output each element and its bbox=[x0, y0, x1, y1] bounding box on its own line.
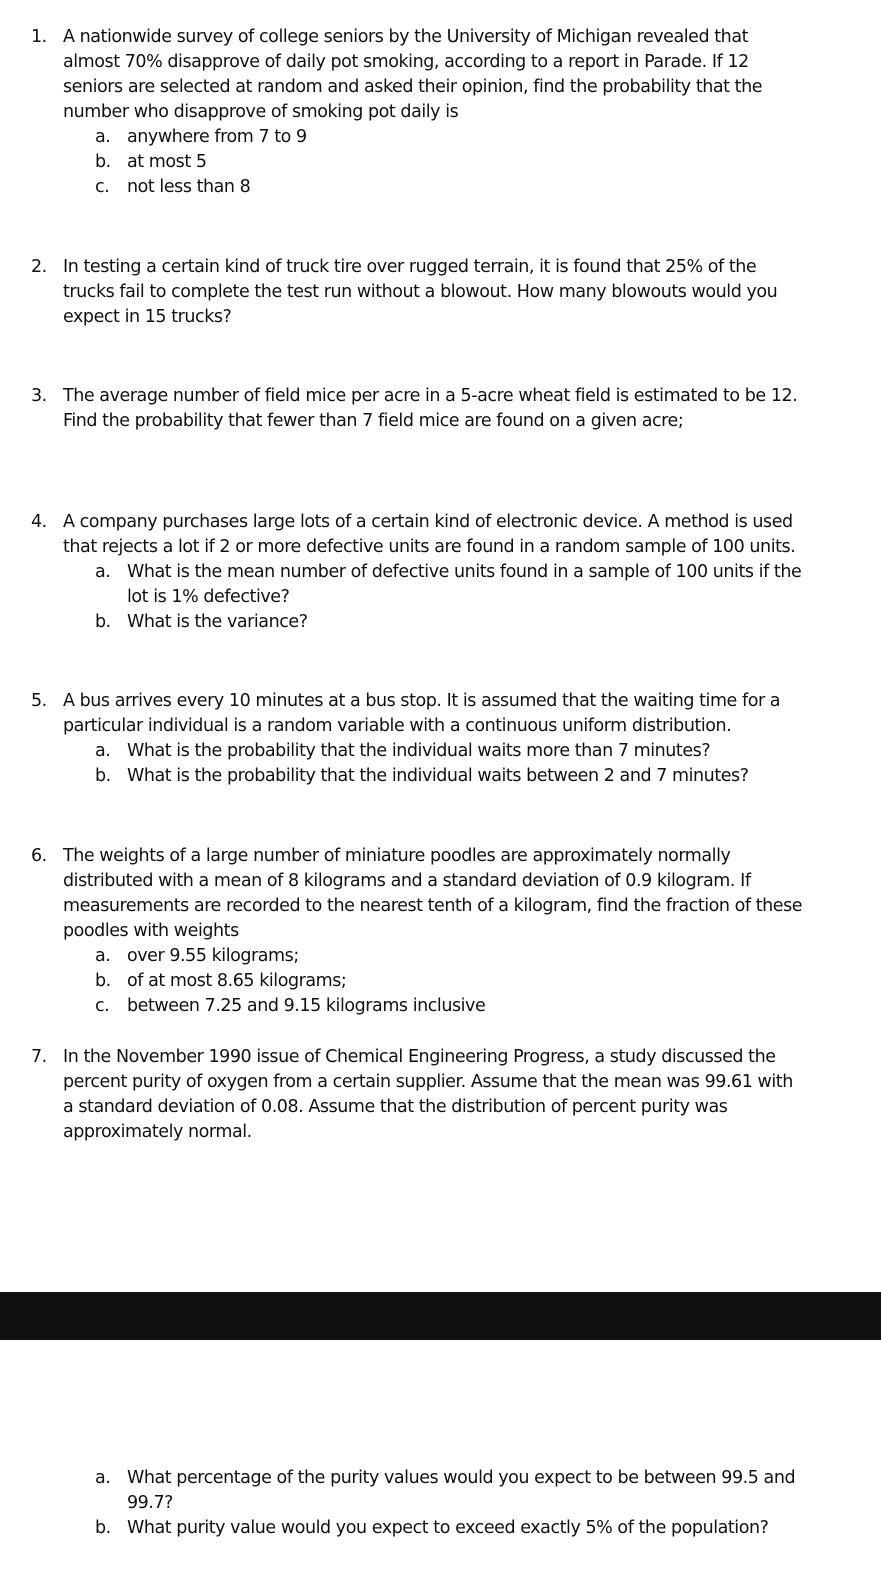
question-7 bbox=[0, 1045, 881, 1145]
sub-text: over 9.55 kilograms; bbox=[127, 946, 299, 966]
question-text-line: A nationwide survey of college seniors by the University of Michigan revealed that bbox=[63, 27, 749, 47]
question-text-line: A company purchases large lots of a certain kind of electronic device. A method is used bbox=[63, 512, 793, 532]
sub-letter: b. bbox=[95, 152, 111, 172]
sub-question-7b bbox=[0, 1516, 881, 1541]
sub-question-4b bbox=[0, 610, 881, 635]
question-3 bbox=[0, 384, 881, 434]
question-text-line: In testing a certain kind of truck tire over rugged terrain, it is found that 25% of the bbox=[63, 257, 757, 277]
question-4 bbox=[0, 510, 881, 635]
question-text-line: that rejects a lot if 2 or more defective units are found in a random sample of 100 units. bbox=[63, 537, 796, 557]
sub-letter: b. bbox=[95, 971, 111, 991]
question-text-line: expect in 15 trucks? bbox=[63, 307, 232, 327]
sub-text: What purity value would you expect to exceed exactly 5% of the population? bbox=[127, 1518, 769, 1538]
sub-letter: b. bbox=[95, 612, 111, 632]
question-text-line: percent purity of oxygen from a certain supplier. Assume that the mean was 99.61 with bbox=[63, 1072, 793, 1092]
question-text-line: A bus arrives every 10 minutes at a bus stop. It is assumed that the waiting time for a bbox=[63, 691, 781, 711]
sub-question-1a bbox=[0, 125, 881, 150]
question-number: 1. bbox=[31, 27, 47, 47]
question-7-continuation bbox=[0, 1466, 881, 1541]
sub-question-7a bbox=[0, 1466, 881, 1491]
question-6 bbox=[0, 844, 881, 1019]
question-text-line: almost 70% disapprove of daily pot smoking, according to a report in Parade. If 12 bbox=[63, 52, 749, 72]
sub-letter: b. bbox=[95, 766, 111, 786]
question-number: 6. bbox=[31, 846, 47, 866]
sub-text: anywhere from 7 to 9 bbox=[127, 127, 307, 147]
sub-letter: a. bbox=[95, 127, 111, 147]
question-text-line: measurements are recorded to the nearest tenth of a kilogram, find the fraction of these bbox=[63, 896, 803, 916]
sub-text: What is the probability that the individual waits between 2 and 7 minutes? bbox=[127, 766, 749, 786]
question-text-line: a standard deviation of 0.08. Assume that the distribution of percent purity was bbox=[63, 1097, 728, 1117]
sub-question-5b bbox=[0, 764, 881, 789]
question-text-line: approximately normal. bbox=[63, 1122, 252, 1142]
question-text-line: poodles with weights bbox=[63, 921, 239, 941]
sub-text: 99.7? bbox=[127, 1493, 174, 1513]
sub-text: What is the probability that the individual waits more than 7 minutes? bbox=[127, 741, 711, 761]
question-text-line: The average number of field mice per acre in a 5-acre wheat field is estimated to be 12. bbox=[63, 386, 798, 406]
sub-text: not less than 8 bbox=[127, 177, 251, 197]
sub-question-6b bbox=[0, 969, 881, 994]
question-5 bbox=[0, 689, 881, 789]
question-number: 5. bbox=[31, 691, 47, 711]
sub-text: What is the mean number of defective units found in a sample of 100 units if the bbox=[127, 562, 802, 582]
question-1 bbox=[0, 25, 881, 200]
question-number: 4. bbox=[31, 512, 47, 532]
sub-question-6c bbox=[0, 994, 881, 1019]
sub-letter: a. bbox=[95, 1468, 111, 1488]
question-text-line: In the November 1990 issue of Chemical Engineering Progress, a study discussed the bbox=[63, 1047, 776, 1067]
page-break-bar bbox=[0, 1292, 881, 1340]
question-text-line: seniors are selected at random and asked their opinion, find the probability that the bbox=[63, 77, 763, 97]
question-number: 2. bbox=[31, 257, 47, 277]
sub-letter: b. bbox=[95, 1518, 111, 1538]
sub-letter: c. bbox=[95, 996, 110, 1016]
question-text-line: particular individual is a random variable with a continuous uniform distribution. bbox=[63, 716, 732, 736]
question-number: 3. bbox=[31, 386, 47, 406]
question-text-line: trucks fail to complete the test run without a blowout. How many blowouts would you bbox=[63, 282, 778, 302]
sub-question-5a bbox=[0, 739, 881, 764]
sub-question-6a bbox=[0, 944, 881, 969]
sub-text: between 7.25 and 9.15 kilograms inclusive bbox=[127, 996, 486, 1016]
sub-letter: a. bbox=[95, 946, 111, 966]
question-text-line: number who disapprove of smoking pot daily is bbox=[63, 102, 459, 122]
sub-question-1c bbox=[0, 175, 881, 200]
sub-text: lot is 1% defective? bbox=[127, 587, 290, 607]
sub-text: of at most 8.65 kilograms; bbox=[127, 971, 347, 991]
sub-letter: a. bbox=[95, 562, 111, 582]
sub-text: What percentage of the purity values would you expect to be between 99.5 and bbox=[127, 1468, 796, 1488]
sub-question-4a bbox=[0, 560, 881, 585]
sub-text: What is the variance? bbox=[127, 612, 308, 632]
question-text-line: Find the probability that fewer than 7 field mice are found on a given acre; bbox=[63, 411, 684, 431]
sub-letter: a. bbox=[95, 741, 111, 761]
sub-letter: c. bbox=[95, 177, 110, 197]
question-text-line: The weights of a large number of miniature poodles are approximately normally bbox=[63, 846, 731, 866]
question-number: 7. bbox=[31, 1047, 47, 1067]
sub-question-1b bbox=[0, 150, 881, 175]
question-2 bbox=[0, 255, 881, 330]
sub-text: at most 5 bbox=[127, 152, 207, 172]
question-text-line: distributed with a mean of 8 kilograms and a standard deviation of 0.9 kilogram. If bbox=[63, 871, 751, 891]
